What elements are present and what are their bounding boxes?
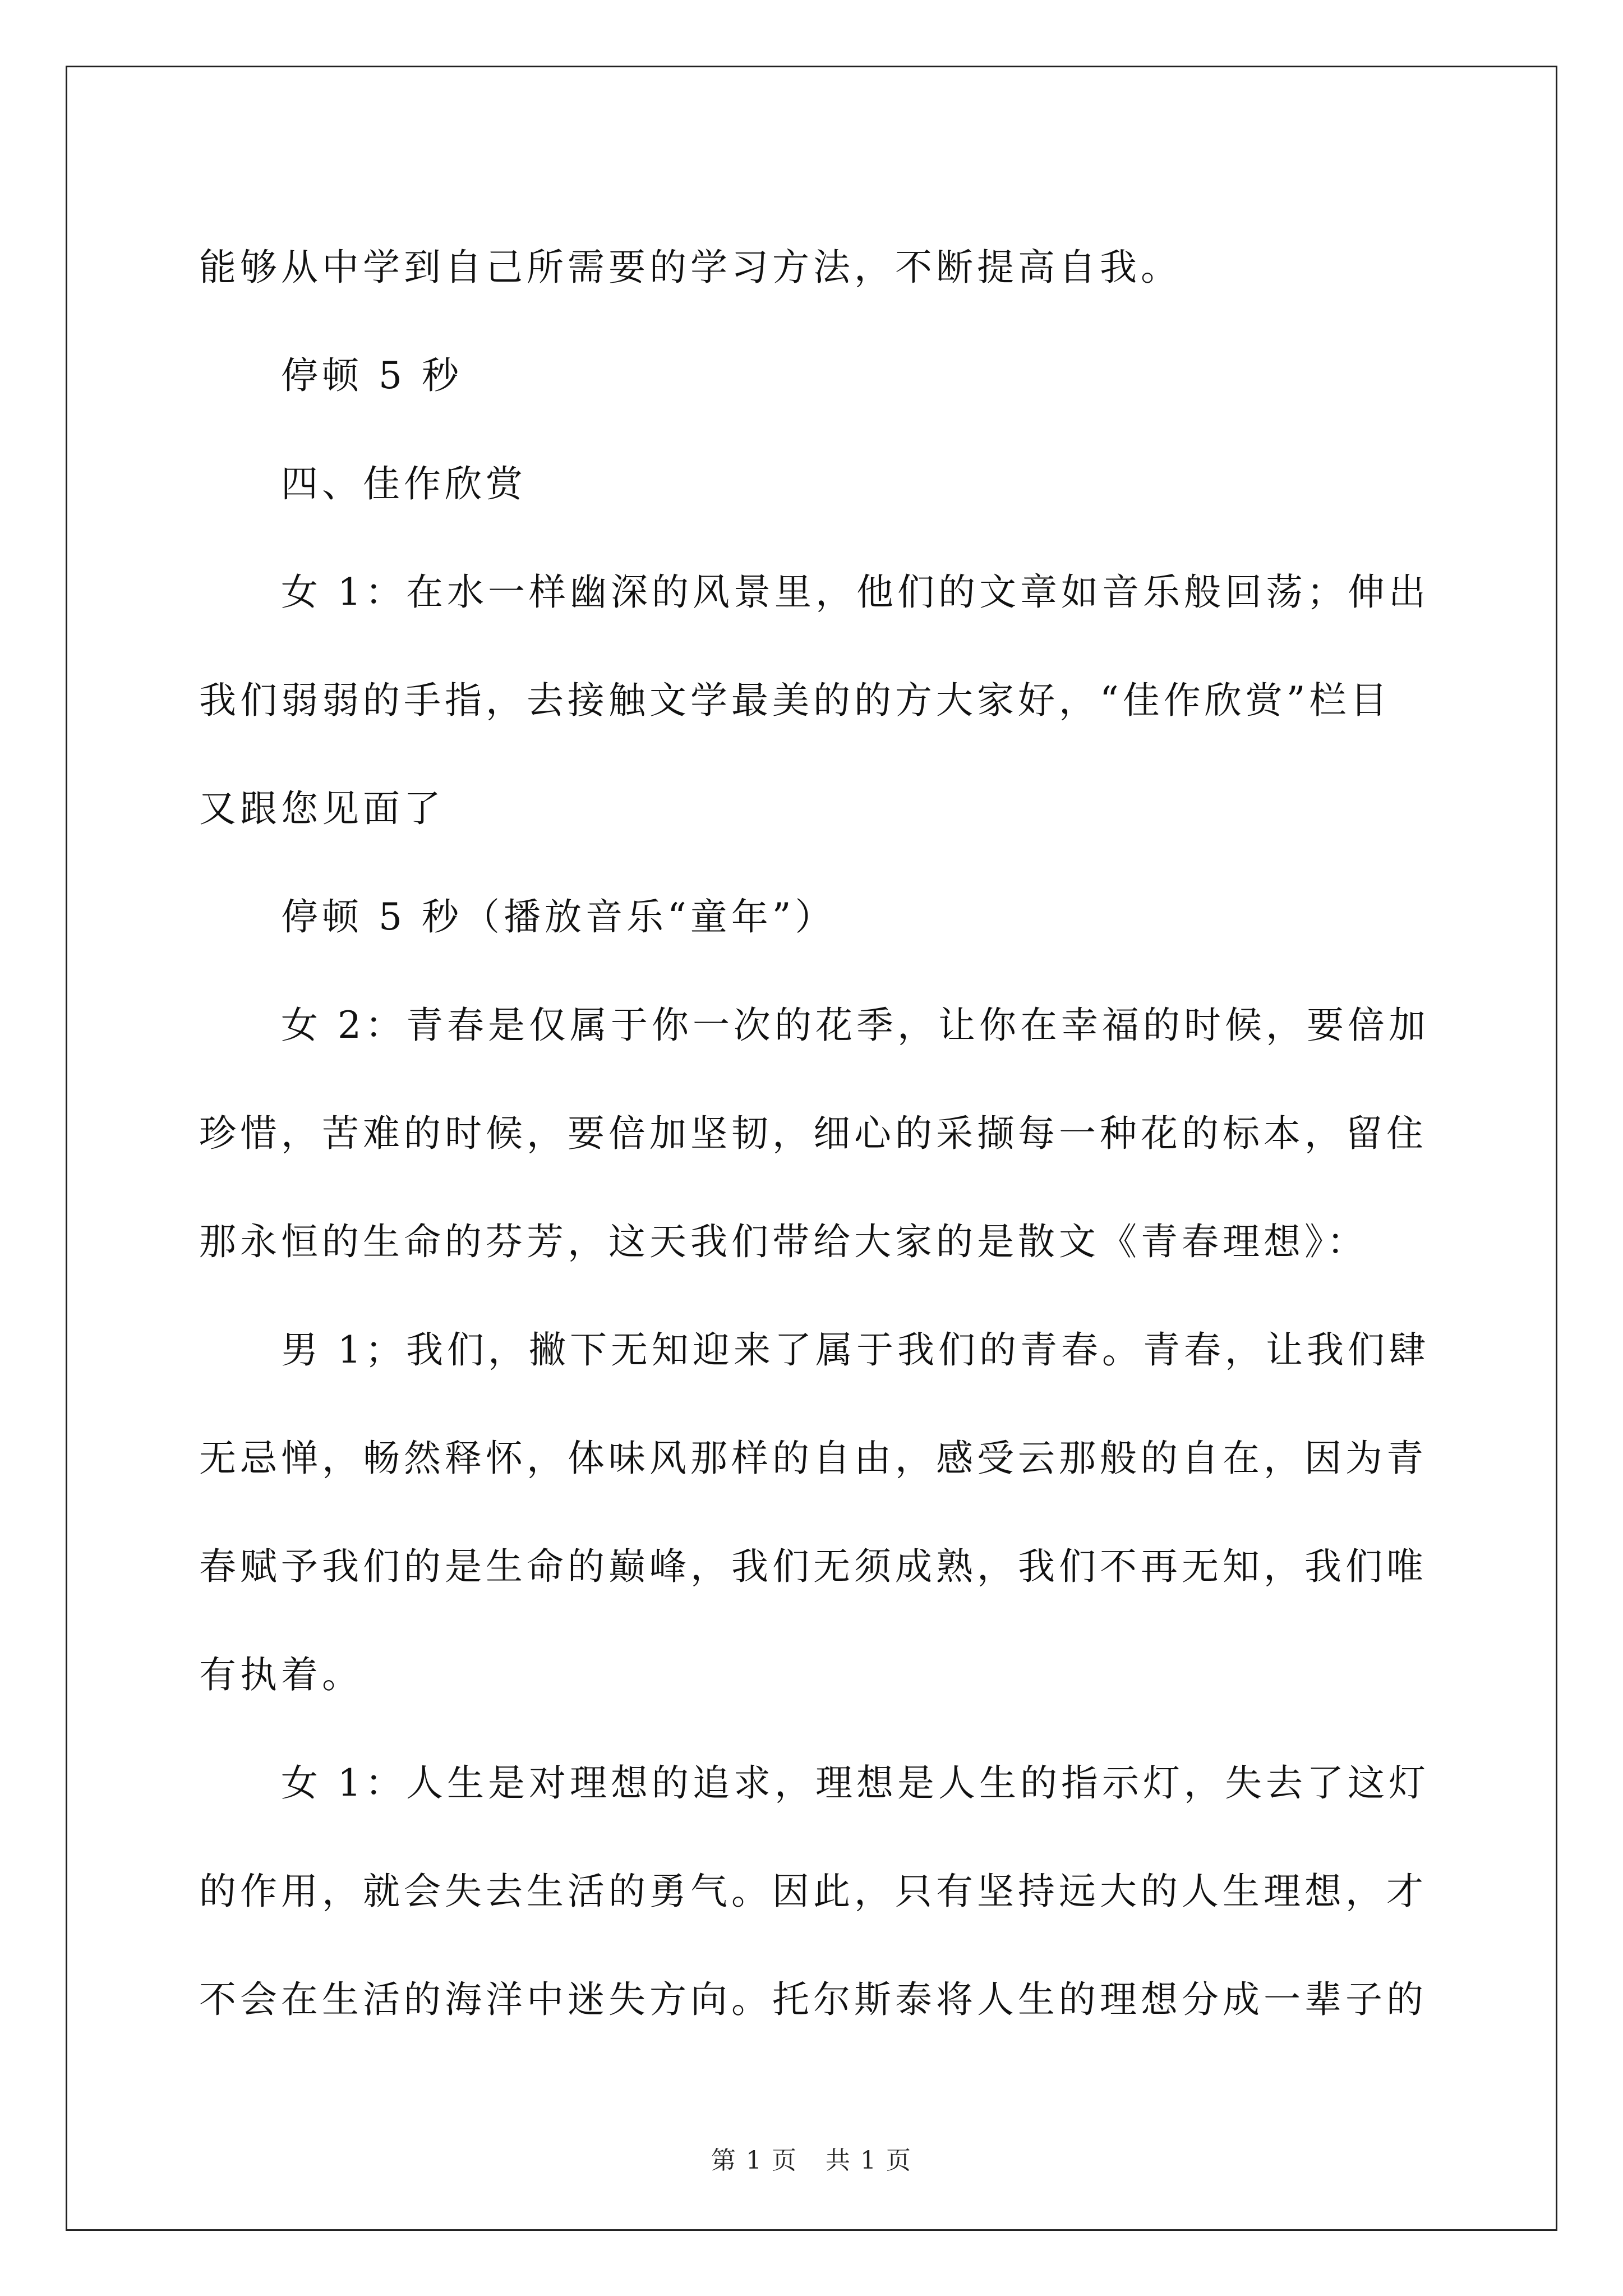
text-line: 能够从中学到自己所需要的学习方法，不断提高自我。 xyxy=(199,246,1182,289)
text-line: 停顿 5 秒（播放音乐“童年”） xyxy=(281,895,836,938)
text-line: 无忌惮，畅然释怀，体味风那样的自由，感受云那般的自在，因为青 xyxy=(199,1437,1427,1480)
document-body xyxy=(199,213,1430,2054)
text-line: 女 1：在水一样幽深的风景里，他们的文章如音乐般回荡；伸出 xyxy=(281,570,1430,614)
text-line: 我们弱弱的手指，去接触文学最美的的方大家好，“佳作欣赏”栏目 xyxy=(199,679,1391,722)
text-line: 停顿 5 秒 xyxy=(281,354,463,397)
text-line: 那永恒的生命的芬芳，这天我们带给大家的是散文《青春理想》： xyxy=(199,1220,1368,1263)
section-heading: 四、佳作欣赏 xyxy=(281,462,527,505)
text-line: 不会在生活的海洋中迷失方向。托尔斯泰将人生的理想分成一辈子的 xyxy=(199,1978,1427,2021)
text-line: 的作用，就会失去生活的勇气。因此，只有坚持远大的人生理想，才 xyxy=(199,1870,1427,1913)
text-line: 珍惜，苦难的时候，要倍加坚韧，细心的采撷每一种花的标本，留住 xyxy=(199,1112,1427,1155)
page-number: 第 1 页 xyxy=(711,2146,797,2175)
page-footer xyxy=(0,2140,1623,2176)
text-line: 女 1：人生是对理想的追求，理想是人生的指示灯，失去了这灯 xyxy=(281,1761,1430,1805)
page-total: 共 1 页 xyxy=(826,2146,912,2175)
text-line: 春赋予我们的是生命的巅峰，我们无须成熟，我们不再无知，我们唯 xyxy=(199,1545,1427,1588)
text-line: 女 2：青春是仅属于你一次的花季，让你在幸福的时候，要倍加 xyxy=(281,1004,1430,1047)
text-line: 男 1；我们，撇下无知迎来了属于我们的青春。青春，让我们肆 xyxy=(281,1328,1430,1372)
text-line: 又跟您见面了 xyxy=(199,787,445,830)
text-line: 有执着。 xyxy=(199,1653,363,1696)
